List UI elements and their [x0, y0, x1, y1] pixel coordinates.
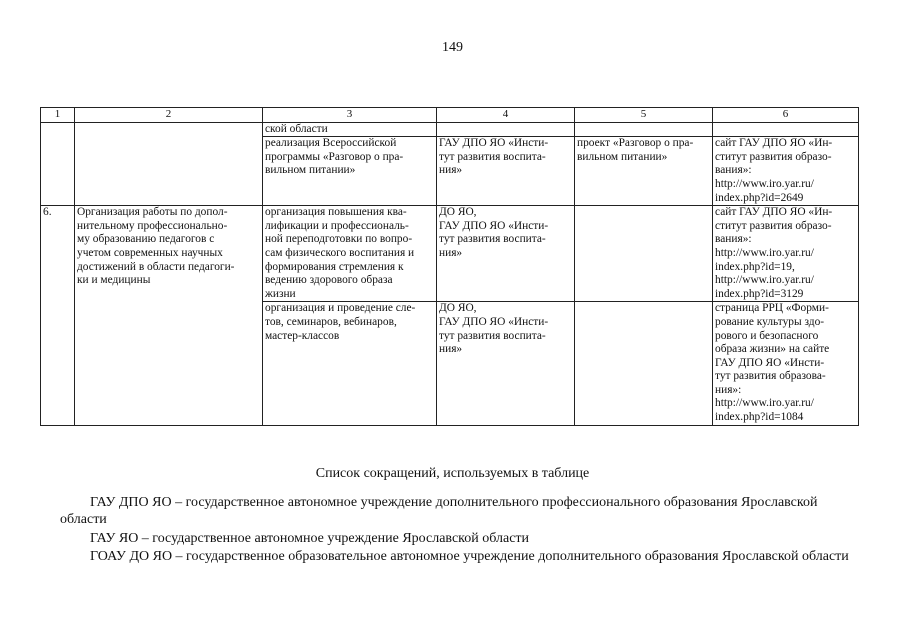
source-cell: сайт ГАУ ДПО ЯО «Ин- ститут развития образо- вания»: http://www.iro.yar.ru/ index.php?id=2649: [713, 137, 859, 206]
empty-cell: [713, 122, 859, 137]
result-cell: проект «Разговор о пра- вильном питании»: [575, 137, 713, 206]
table-row: [41, 206, 859, 302]
measure-cell: реализация Всероссийской программы «Разговор о пра- вильном питании»: [263, 137, 437, 206]
executor-cell: ДО ЯО, ГАУ ДПО ЯО «Инсти- тут развития воспита- ния»: [437, 302, 575, 425]
column-header: 5: [575, 108, 713, 123]
page-number: 149: [442, 40, 463, 55]
activity-cell: [75, 122, 263, 206]
executor-cell: ДО ЯО, ГАУ ДПО ЯО «Инсти- тут развития воспита- ния»: [437, 206, 575, 302]
column-header: 2: [75, 108, 263, 123]
empty-cell: [437, 122, 575, 137]
activity-cell: Организация работы по допол- нительному профессионально- му образованию педагогов с учетом современных научных достижений в области педагоги- ки и медицины: [75, 206, 263, 426]
result-cell: [575, 206, 713, 302]
column-header: 1: [41, 108, 75, 123]
column-header: 4: [437, 108, 575, 123]
row-number-cell: [41, 122, 75, 206]
source-cell: страница РРЦ «Форми- рование культуры здо- рового и безопасного образа жизни» на сайте ГАУ ДПО ЯО «Инсти- тут развития образова- ния»: http://www.iro.yar.ru/ index.php?id=1084: [713, 302, 859, 425]
column-header: 6: [713, 108, 859, 123]
measure-cell: организация повышения ква- лификации и профессиональ- ной переподготовки по вопро- сам физического воспитания и формирования стремления к ведению здорового образа жизни: [263, 206, 437, 302]
abbreviations-caption: Список сокращений, используемых в таблице: [315, 466, 590, 481]
column-header: 3: [263, 108, 437, 123]
abbreviation-item: ГОАУ ДО ЯО – государственное образовательное автономное учреждение дополнительного образования Ярославской области: [90, 549, 849, 564]
source-cell: сайт ГАУ ДПО ЯО «Ин- ститут развития образо- вания»: http://www.iro.yar.ru/ index.php?id=19, http://www.iro.yar.ru/ index.php?id=3129: [713, 206, 859, 302]
table-row: [41, 122, 859, 137]
data-table: [40, 107, 859, 426]
abbreviation-item: ГАУ ДПО ЯО – государственное автономное учреждение дополнительного профессионального образования Ярославской области: [60, 495, 818, 527]
row-number-cell: 6.: [41, 206, 75, 426]
abbreviation-item: ГАУ ЯО – государственное автономное учреждение Ярославской области: [90, 531, 530, 546]
measure-cell: организация и проведение сле- тов, семинаров, вебинаров, мастер-классов: [263, 302, 437, 425]
table-header-row: [41, 108, 859, 123]
empty-cell: [575, 122, 713, 137]
continued-text-cell: ской области: [263, 122, 437, 137]
executor-cell: ГАУ ДПО ЯО «Инсти- тут развития воспита- ния»: [437, 137, 575, 206]
result-cell: [575, 302, 713, 425]
